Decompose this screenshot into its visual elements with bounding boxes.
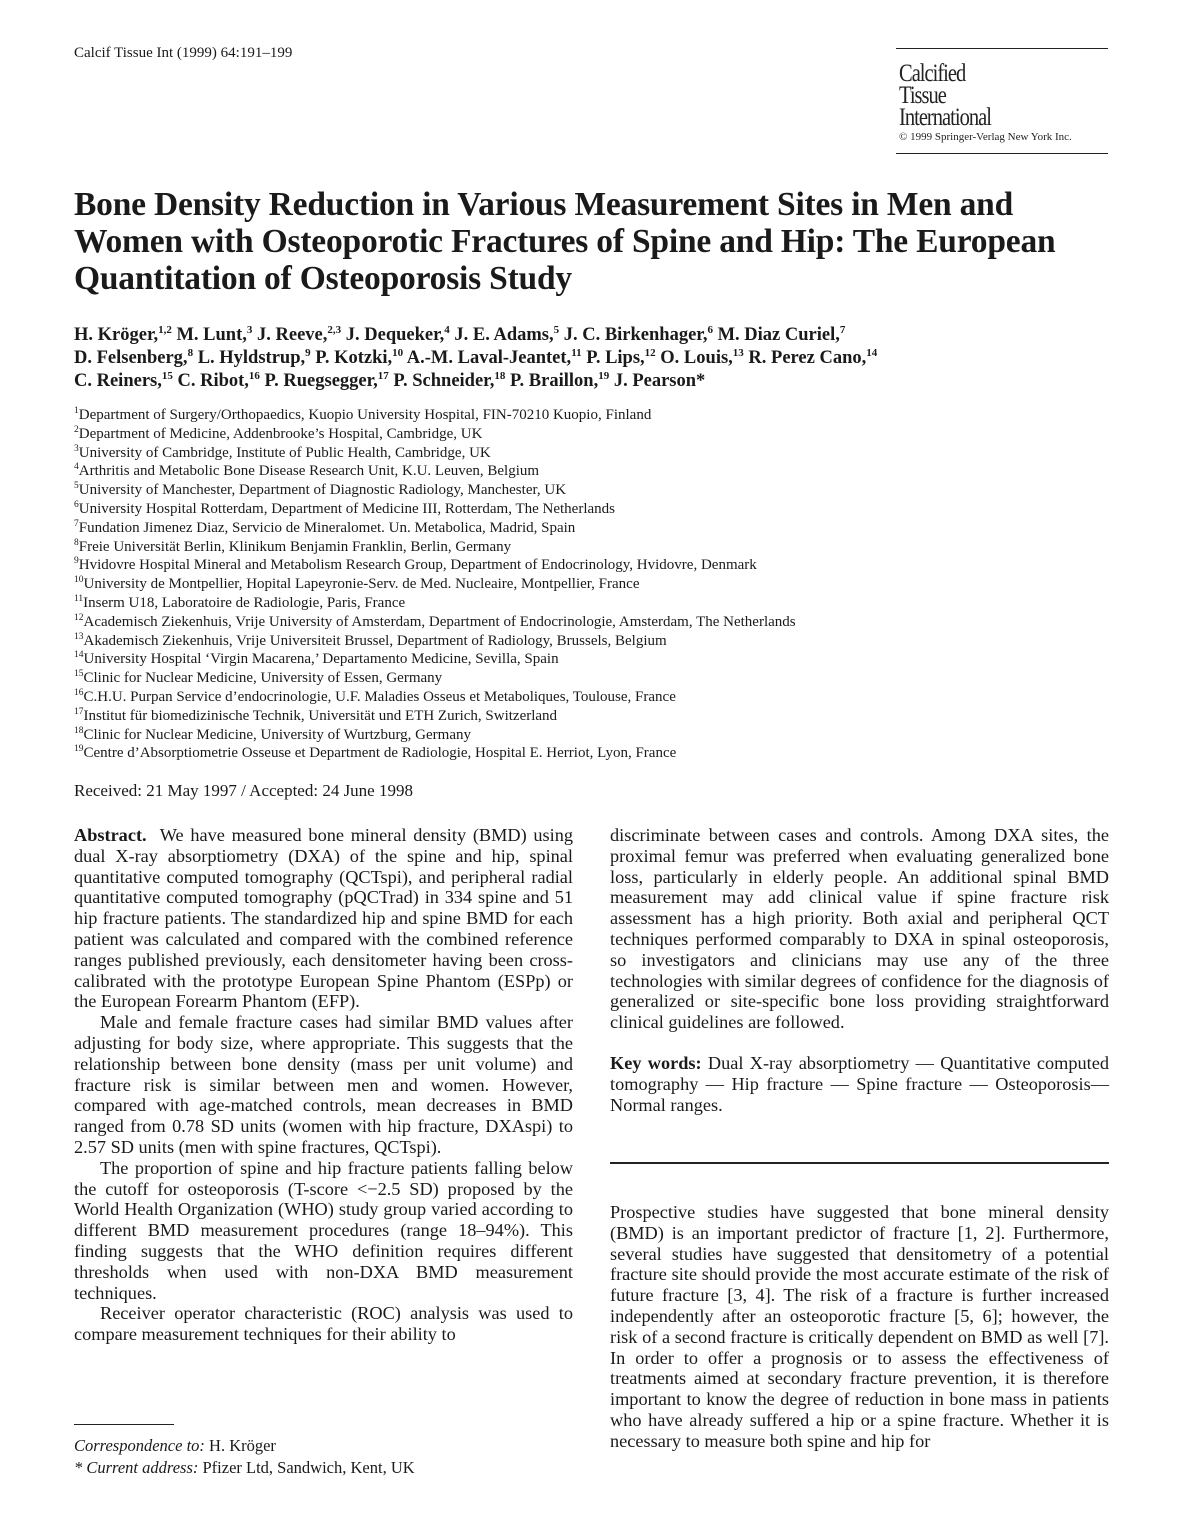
affiliation-item — [74, 538, 1114, 557]
affiliation-item — [74, 444, 1114, 463]
affiliation-text: Department of Surgery/Orthopaedics, Kuopio University Hospital, FIN-70210 Kuopio, Finland — [78, 407, 652, 423]
author-name: J. Reeve, — [252, 325, 328, 345]
author-name: A.-M. Laval-Jeantet, — [403, 348, 572, 368]
affiliation-number: 6 — [74, 499, 79, 510]
correspondence-name: H. Kröger — [209, 1436, 276, 1455]
affiliation-text: Inserm U18, Laboratoire de Radiologie, Paris, France — [83, 594, 406, 611]
logo-word-international: International — [899, 104, 991, 131]
affiliation-item — [74, 726, 1114, 745]
author-affiliation-mark: 9 — [305, 346, 311, 359]
abstract-paragraph-4: Receiver operator characteristic (ROC) analysis was used to compare measurement techniques for their ability to — [74, 1303, 573, 1345]
affiliation-number: 3 — [74, 443, 79, 454]
introduction-column — [610, 1202, 1109, 1452]
copyright-notice: © 1999 Springer-Verlag New York Inc. — [899, 131, 1072, 143]
affiliation-text: University of Cambridge, Institute of Public Health, Cambridge, UK — [78, 444, 491, 461]
author-name: P. Braillon, — [505, 371, 599, 391]
author-name: D. Felsenberg, — [74, 348, 188, 368]
abstract-text-1: We have measured bone mineral density (BMD) using dual X-ray absorptiometry (DXA) of the spine and hip, spinal quantitative computed tomography (QCTspi), and peripheral radial quantitative computed tomography (pQCTrad) in 334 spine and 51 hip fracture patients. The standardized hip and spine BMD for each patient was calculated and compared with the combined reference ranges published previously, each densitometer having been cross-calibrated with the prototype European Spine Phantom (ESPp) or the European Forearm Phantom (EFP). — [74, 825, 574, 1012]
author-name: C. Ribot, — [172, 371, 249, 391]
affiliation-number: 2 — [74, 424, 79, 435]
author-affiliation-mark: 15 — [161, 369, 173, 382]
affiliation-number: 11 — [74, 593, 84, 604]
author-affiliation-mark: 8 — [187, 346, 194, 359]
affiliation-text: University de Montpellier, Hopital Lapeyronie-Serv. de Med. Nucleaire, Montpellier, France — [83, 576, 640, 593]
affiliation-item — [74, 556, 1114, 575]
affiliation-number: 1 — [74, 406, 79, 416]
affiliation-item — [74, 632, 1114, 651]
author-name: P. Ruegsegger, — [259, 371, 378, 391]
affiliation-text: Institut für biomedizinische Technik, Universität und ETH Zurich, Switzerland — [83, 707, 558, 724]
affiliation-number: 13 — [74, 631, 84, 642]
affiliation-item — [74, 481, 1114, 500]
author-name: J. E. Adams, — [449, 325, 554, 345]
affiliation-text: Fundation Jimenez Diaz, Servicio de Mineralomet. Un. Metabolica, Madrid, Spain — [78, 519, 576, 536]
affiliation-text: University Hospital Rotterdam, Department of Medicine III, Rotterdam, The Netherlands — [78, 500, 615, 517]
affiliation-item — [74, 707, 1114, 726]
author-list — [74, 324, 1124, 393]
affiliation-item — [74, 519, 1114, 538]
affiliation-number: 15 — [74, 669, 84, 680]
affiliation-item — [74, 425, 1114, 444]
logo-word-tissue: Tissue — [899, 82, 946, 109]
affiliation-item — [74, 669, 1114, 688]
affiliation-text: Centre d’Absorptiometrie Osseuse et Department de Radiologie, Hospital E. Herriot, Lyon, France — [83, 745, 677, 762]
author-affiliation-mark: 14 — [866, 346, 878, 359]
author-line — [74, 347, 1124, 370]
author-name: P. Schneider, — [388, 371, 495, 391]
keywords-heading: Key words: — [610, 1052, 702, 1073]
affiliation-item — [74, 613, 1114, 632]
affiliation-item — [74, 462, 1114, 481]
section-divider — [610, 1162, 1109, 1164]
author-affiliation-mark: 7 — [839, 323, 846, 336]
abstract-paragraph-2: Male and female fracture cases had similar BMD values after adjusting for body size, where appropriate. This suggests that the relationship between bone density (mass per unit volume) and fracture risk is similar between men and women. However, compared with age-matched controls, mean decreases in BMD ranged from 0.78 SD units (women with hip fracture, DXAspi) to 2.57 SD units (men with spine fractures, QCTspi). — [74, 1012, 573, 1157]
author-affiliation-mark: 3 — [246, 323, 253, 336]
journal-logo — [896, 48, 1108, 154]
author-line — [74, 370, 1124, 393]
footnote-divider — [74, 1424, 174, 1425]
affiliation-number: 4 — [74, 462, 79, 473]
author-affiliation-mark: 18 — [494, 369, 506, 382]
author-affiliation-mark: 5 — [553, 323, 560, 336]
abstract-column-right — [610, 825, 1109, 1115]
current-address-label: * Current address: — [74, 1457, 199, 1477]
author-name: P. Kotzki, — [310, 348, 393, 368]
author-name: M. Diaz Curiel, — [712, 325, 840, 345]
affiliation-item — [74, 650, 1114, 669]
author-name: J. C. Birkenhager, — [559, 325, 708, 345]
author-name: O. Louis, — [655, 348, 733, 368]
received-dates: Received: 21 May 1997 / Accepted: 24 June 1998 — [74, 781, 413, 800]
affiliation-text: Clinic for Nuclear Medicine, University of Wurtzburg, Germany — [83, 726, 471, 743]
introduction-paragraph: Prospective studies have suggested that bone mineral density (BMD) is an important predictor of fracture [1, 2]. Furthermore, several studies have suggested that densitometry of a potential fracture site should provide the most accurate estimate of the risk of future fracture [3, 4]. The risk of a fracture is further increased independently after an osteoporotic fracture [5, 6]; however, the risk of a second fracture is critically dependent on BMD as well [7]. In order to offer a prognosis or to assess the effectiveness of treatments aimed at secondary fracture prevention, it is therefore important to know the degree of reduction in bone mass in patients who have already suffered a hip or a spine fracture. Whether it is necessary to measure both spine and hip for — [610, 1202, 1109, 1451]
current-address-note — [74, 1457, 415, 1479]
author-affiliation-mark: 6 — [707, 323, 713, 336]
abstract-heading: Abstract. — [74, 825, 147, 845]
correspondence-note — [74, 1435, 415, 1457]
footnotes — [74, 1435, 415, 1478]
keywords-text: Dual X-ray absorptiometry — Quantitative computed tomography — Hip fracture — Spine fracture — Osteoporosis—Normal ranges. — [610, 1052, 1110, 1115]
affiliation-number: 8 — [74, 537, 79, 548]
abstract-paragraph-1 — [74, 825, 573, 1012]
author-name: J. Dequeker, — [341, 325, 445, 345]
affiliation-text: Department of Medicine, Addenbrooke’s Hospital, Cambridge, UK — [78, 425, 483, 442]
author-name: J. Pearson* — [609, 371, 706, 391]
affiliation-item — [74, 575, 1114, 594]
author-name: R. Perez Cano, — [743, 348, 867, 368]
author-affiliation-mark: 19 — [598, 369, 610, 382]
journal-citation: Calcif Tissue Int (1999) 64:191–199 — [74, 45, 293, 61]
affiliation-text: Freie Universität Berlin, Klinikum Benjamin Franklin, Berlin, Germany — [78, 538, 512, 555]
author-affiliation-mark: 16 — [248, 369, 260, 382]
affiliation-text: University of Manchester, Department of Diagnostic Radiology, Manchester, UK — [78, 482, 567, 499]
affiliation-number: 18 — [74, 725, 84, 736]
author-name: H. Kröger, — [74, 325, 159, 345]
affiliation-list — [74, 406, 1114, 763]
affiliation-number: 14 — [74, 650, 84, 661]
affiliation-item — [74, 500, 1114, 519]
affiliation-text: Hvidovre Hospital Mineral and Metabolism Research Group, Department of Endocrinology, Hvidovre, Denmark — [78, 557, 757, 574]
abstract-column-left — [74, 825, 573, 1345]
affiliation-number: 17 — [74, 706, 84, 717]
affiliation-item — [74, 594, 1114, 613]
abstract-paragraph-4-continued: discriminate between cases and controls. Among DXA sites, the proximal femur was preferred when evaluating generalized bone loss, particularly in elderly people. An additional spinal BMD measurement may add clinical value if spine fracture risk assessment has a high priority. Both axial and peripheral QCT techniques performed comparably to DXA in spinal osteoporosis, so investigators and clinicians may use any of the three technologies with similar degrees of confidence for the diagnosis of generalized or site-specific bone loss providing straightforward clinical guidelines are followed. — [610, 825, 1109, 1033]
affiliation-text: Arthritis and Metabolic Bone Disease Research Unit, K.U. Leuven, Belgium — [78, 463, 540, 480]
affiliation-item — [74, 688, 1114, 707]
author-affiliation-mark: 12 — [644, 346, 656, 359]
abstract-paragraph-3: The proportion of spine and hip fracture patients falling below the cutoff for osteoporosis (T-score <−2.5 SD) proposed by the World Health Organization (WHO) study group varied according to different BMD measurement procedures (range 18–94%). This finding suggests that the WHO definition requires different thresholds when used with non-DXA BMD measurement techniques. — [74, 1157, 573, 1303]
affiliation-text: C.H.U. Purpan Service d’endocrinologie, U.F. Maladies Osseus et Metaboliques, Toulouse, France — [83, 688, 676, 705]
affiliation-number: 10 — [74, 575, 84, 586]
author-name: P. Lips, — [581, 348, 645, 368]
affiliation-number: 5 — [74, 481, 79, 492]
author-affiliation-mark: 4 — [444, 323, 450, 336]
affiliation-number: 19 — [74, 744, 84, 755]
author-line — [74, 324, 1124, 347]
affiliation-number: 16 — [74, 687, 84, 698]
affiliation-item — [74, 406, 1114, 425]
correspondence-label: Correspondence to: — [74, 1436, 205, 1455]
author-name: M. Lunt, — [171, 325, 247, 345]
author-affiliation-mark: 1,2 — [158, 323, 172, 336]
author-affiliation-mark: 17 — [377, 369, 389, 382]
author-name: C. Reiners, — [74, 371, 162, 391]
affiliation-number: 9 — [74, 556, 79, 567]
logo-word-calcified: Calcified — [899, 60, 966, 87]
author-affiliation-mark: 13 — [732, 346, 744, 359]
affiliation-text: Akademisch Ziekenhuis, Vrije Universiteit Brussel, Department of Radiology, Brussels, Belgium — [83, 632, 667, 649]
author-affiliation-mark: 2,3 — [327, 323, 342, 336]
keywords — [610, 1053, 1109, 1115]
affiliation-text: Clinic for Nuclear Medicine, University of Essen, Germany — [83, 670, 443, 687]
affiliation-number: 12 — [74, 612, 84, 623]
author-affiliation-mark: 11 — [571, 346, 582, 359]
author-affiliation-mark: 10 — [392, 346, 404, 359]
affiliation-item — [74, 744, 1114, 763]
author-name: L. Hyldstrup, — [193, 348, 306, 368]
affiliation-text: Academisch Ziekenhuis, Vrije University of Amsterdam, Department of Endocrinologie, Amsterdam, The Netherlands — [83, 613, 796, 630]
current-address-value: Pfizer Ltd, Sandwich, Kent, UK — [202, 1457, 415, 1477]
affiliation-number: 7 — [74, 518, 79, 529]
affiliation-text: University Hospital ‘Virgin Macarena,’ Departamento Medicine, Sevilla, Spain — [83, 651, 559, 668]
article-title: Bone Density Reduction in Various Measurement Sites in Men and Women with Osteoporotic Fractures of Spine and Hip: The European Quantitation of Osteoporosis Study — [74, 186, 1056, 297]
